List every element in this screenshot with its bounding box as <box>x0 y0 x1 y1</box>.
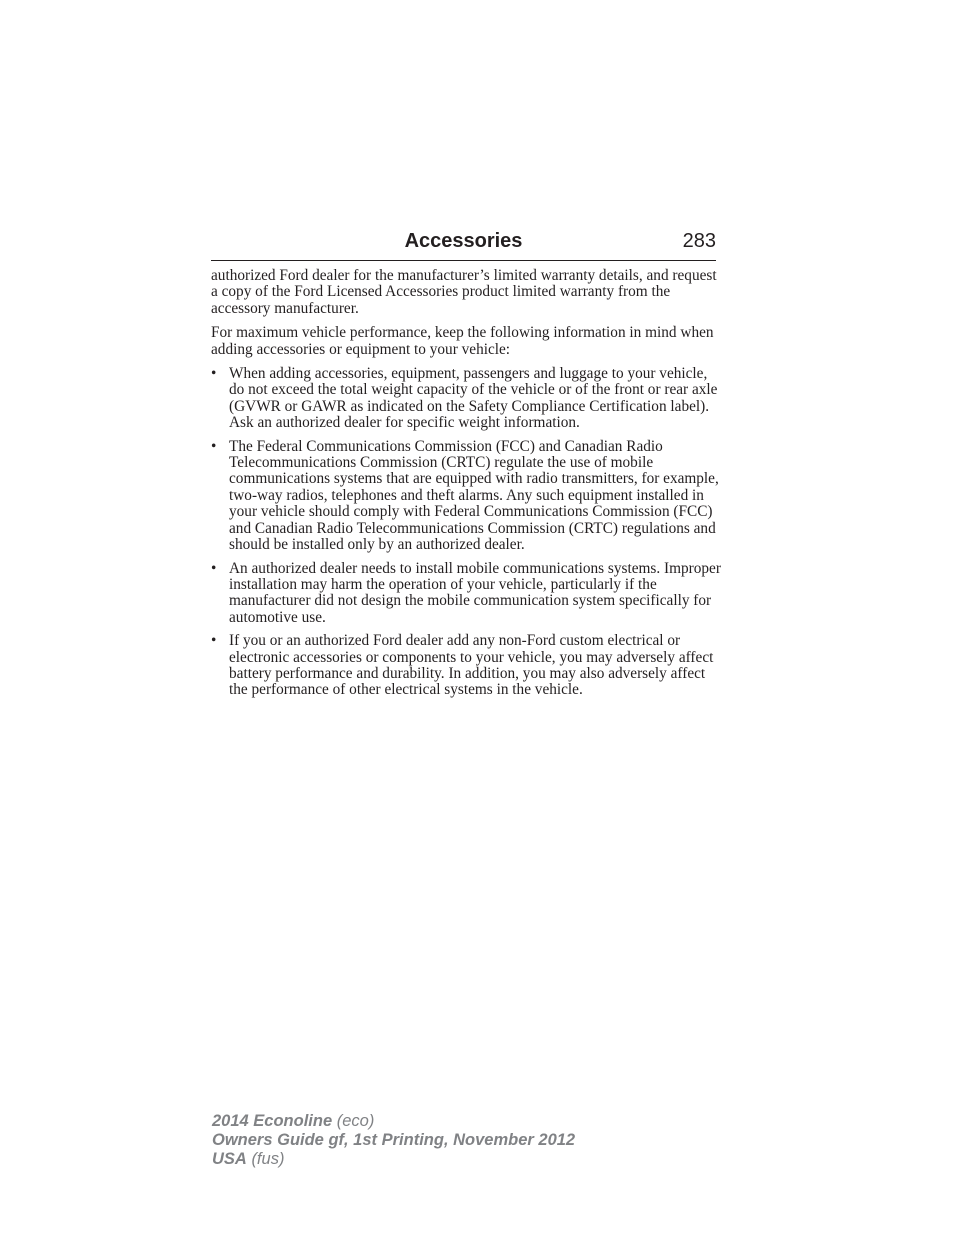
footer-model: 2014 Econoline <box>212 1112 333 1130</box>
footer-market: USA <box>212 1150 247 1168</box>
bullet-icon: • <box>211 632 217 650</box>
footer-market-code: (fus) <box>251 1150 285 1168</box>
bullet-text: If you or an authorized Ford dealer add any non-Ford custom electrical or electronic accessories or components to your vehicle, you may adversely affect battery performance and durability. In addition, you may also adversely affect the performance of other electrical systems in the vehicle. <box>229 632 714 699</box>
page-footer <box>212 1112 575 1169</box>
bullet-text: An authorized dealer needs to install mobile communications systems. Improper installation may harm the operation of your vehicle, particularly if the manufacturer did not design the mobile communication system specifically for automotive use. <box>229 559 721 626</box>
footer-guide-line <box>212 1131 575 1150</box>
paragraph-warranty: authorized Ford dealer for the manufacturer’s limited warranty details, and request a copy of the Ford Licensed Accessories product limited warranty from the accessory manufacturer. <box>211 267 717 317</box>
list-item <box>211 439 721 554</box>
body-text <box>211 268 721 706</box>
bullet-text: When adding accessories, equipment, passengers and luggage to your vehicle, do not exceed the total weight capacity of the vehicle or of the front or rear axle (GVWR or GAWR as indicated on the Safety Compliance Certification label). Ask an authorized dealer for specific weight information. <box>229 365 718 432</box>
bullet-icon: • <box>211 365 217 383</box>
list-item <box>211 561 721 627</box>
page-number: 283 <box>682 230 716 252</box>
section-title: Accessories <box>404 230 523 252</box>
page-header <box>211 228 716 261</box>
list-item <box>211 633 721 699</box>
list-item <box>211 366 721 432</box>
footer-guide: Owners Guide gf, 1st Printing, November 2012 <box>212 1131 576 1149</box>
footer-market-line <box>212 1150 575 1169</box>
bullet-list <box>211 366 721 699</box>
bullet-icon: • <box>211 559 217 577</box>
bullet-icon: • <box>211 437 217 455</box>
footer-model-line <box>212 1112 575 1131</box>
paragraph-intro: For maximum vehicle performance, keep the following information in mind when adding accessories or equipment to your vehicle: <box>211 324 714 358</box>
footer-model-code: (eco) <box>336 1112 375 1130</box>
bullet-text: The Federal Communications Commission (FCC) and Canadian Radio Telecommunications Commission (CRTC) regulate the use of mobile communications systems that are equipped with radio transmitters, for example, two-way radios, telephones and theft alarms. Any such equipment installed in your vehicle should comply with Federal Communications Commission (FCC) and Canadian Radio Telecommunications Commission (CRTC) regulations and should be installed only by an authorized dealer. <box>229 437 719 554</box>
